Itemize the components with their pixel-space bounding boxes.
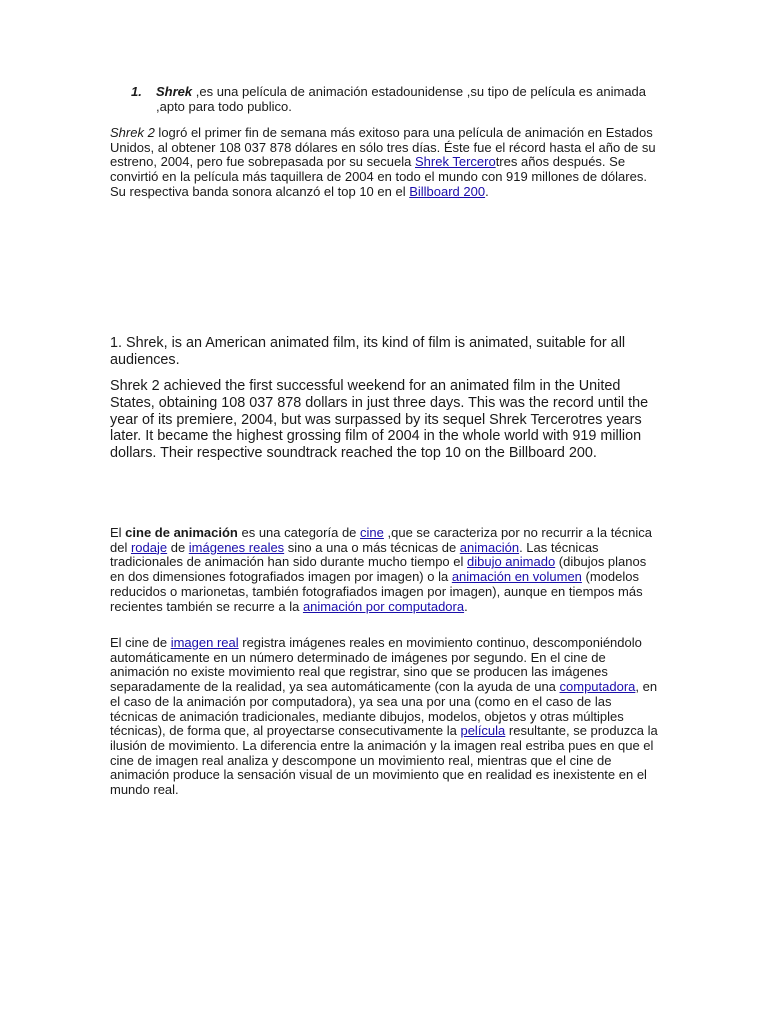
list-item-text: ,es una película de animación estadounidense ,su tipo de película es animada ,apto para todo publico. — [156, 84, 647, 114]
shrek-title: Shrek — [156, 84, 193, 99]
link-cine[interactable]: cine — [360, 525, 384, 540]
paragraph-shrek-english: 1. Shrek, is an American animated film, its kind of film is animated, suitable for all audiences. — [110, 335, 626, 368]
link-dibujo-animado[interactable]: dibujo animado — [467, 554, 556, 570]
paragraph-shrek2-english: Shrek 2 achieved the first successful weekend for an animated film in the United States, obtaining 108 037 878 dollars in just three days. This was the record until the year of its premiere, 2004, but was surpassed by its sequel Shrek Tercerotres years later. It became the highest grossing film of 2004 in the whole world with 919 million dollars. Their respective soundtrack reached the top 10 on the Billboard 200. — [110, 378, 649, 462]
shrek2-title: Shrek 2 — [110, 125, 155, 140]
paragraph-shrek2-spanish: Shrek 2 logró el primer fin de semana más exitoso para una película de animación en Estados Unidos, al obtener 108 037 878 dólares en sólo tres días. Éste fue el récord hasta el año de su estreno, 2004, pero fue sobrepasada por su secuela Shrek Tercerotres años después. Se convirtió en la película más taquillera de 2004 en todo el mundo con 919 millones de dólares. Su respectiva banda sonora alcanzó el top 10 en el Billboard 200. — [110, 125, 656, 199]
link-imagen-real[interactable]: imagen real — [170, 635, 239, 650]
list-number: 1. — [131, 84, 142, 99]
link-shrek-tercero[interactable]: Shrek Tercero — [415, 154, 496, 170]
link-animacion[interactable]: animación — [459, 539, 520, 555]
link-animacion-computadora[interactable]: animación por computadora — [302, 598, 465, 614]
list-item-shrek — [131, 85, 651, 114]
link-computadora[interactable]: computadora — [559, 679, 636, 695]
paragraph-cine-animacion: El cine de animación es una categoría de cine ,que se caracteriza por no recurrir a la técnica del rodaje de imágenes reales sino a una o más técnicas de animación. Las técnicas tradicionales de animación han sido durante mucho tiempo el dibujo animado (dibujos planos en dos dimensiones fotografiados imagen por imagen) o la animación en volumen (modelos reducidos o marionetas, también fotografiados imagen por imagen), aunque en tiempos más recientes también se recurre a la animación por computadora. — [110, 525, 652, 614]
link-animacion-volumen[interactable]: animación en volumen — [451, 569, 582, 585]
link-imagenes-reales[interactable]: imágenes reales — [188, 539, 285, 555]
term-cine-animacion: cine de animación — [125, 525, 238, 540]
link-billboard-200[interactable]: Billboard 200 — [409, 183, 486, 199]
link-pelicula[interactable]: película — [460, 723, 506, 739]
paragraph-imagen-real: El cine de imagen real registra imágenes reales en movimiento continuo, descomponiéndolo automáticamente en un número determinado de imágenes por segundo. En el cine de animación no existe movimiento real que registrar, sino que se producen las imágenes separadamente de la realidad, ya sea automáticamente (con la ayuda de una computadora, en el caso de la animación por computadora), ya sea una por una (como en el caso de las técnicas de animación tradicionales, mediante dibujos, modelos, objetos y otras múltiples técnicas), de forma que, al proyectarse consecutivamente la película resultante, se produzca la ilusión de movimiento. La diferencia entre la animación y la imagen real estriba pues en que el cine de imagen real analiza y descompone un movimiento real, mientras que el cine de animación produce la sensación visual de un movimiento que en realidad es inexistente en el mundo real. — [110, 635, 658, 798]
link-rodaje[interactable]: rodaje — [130, 539, 168, 555]
